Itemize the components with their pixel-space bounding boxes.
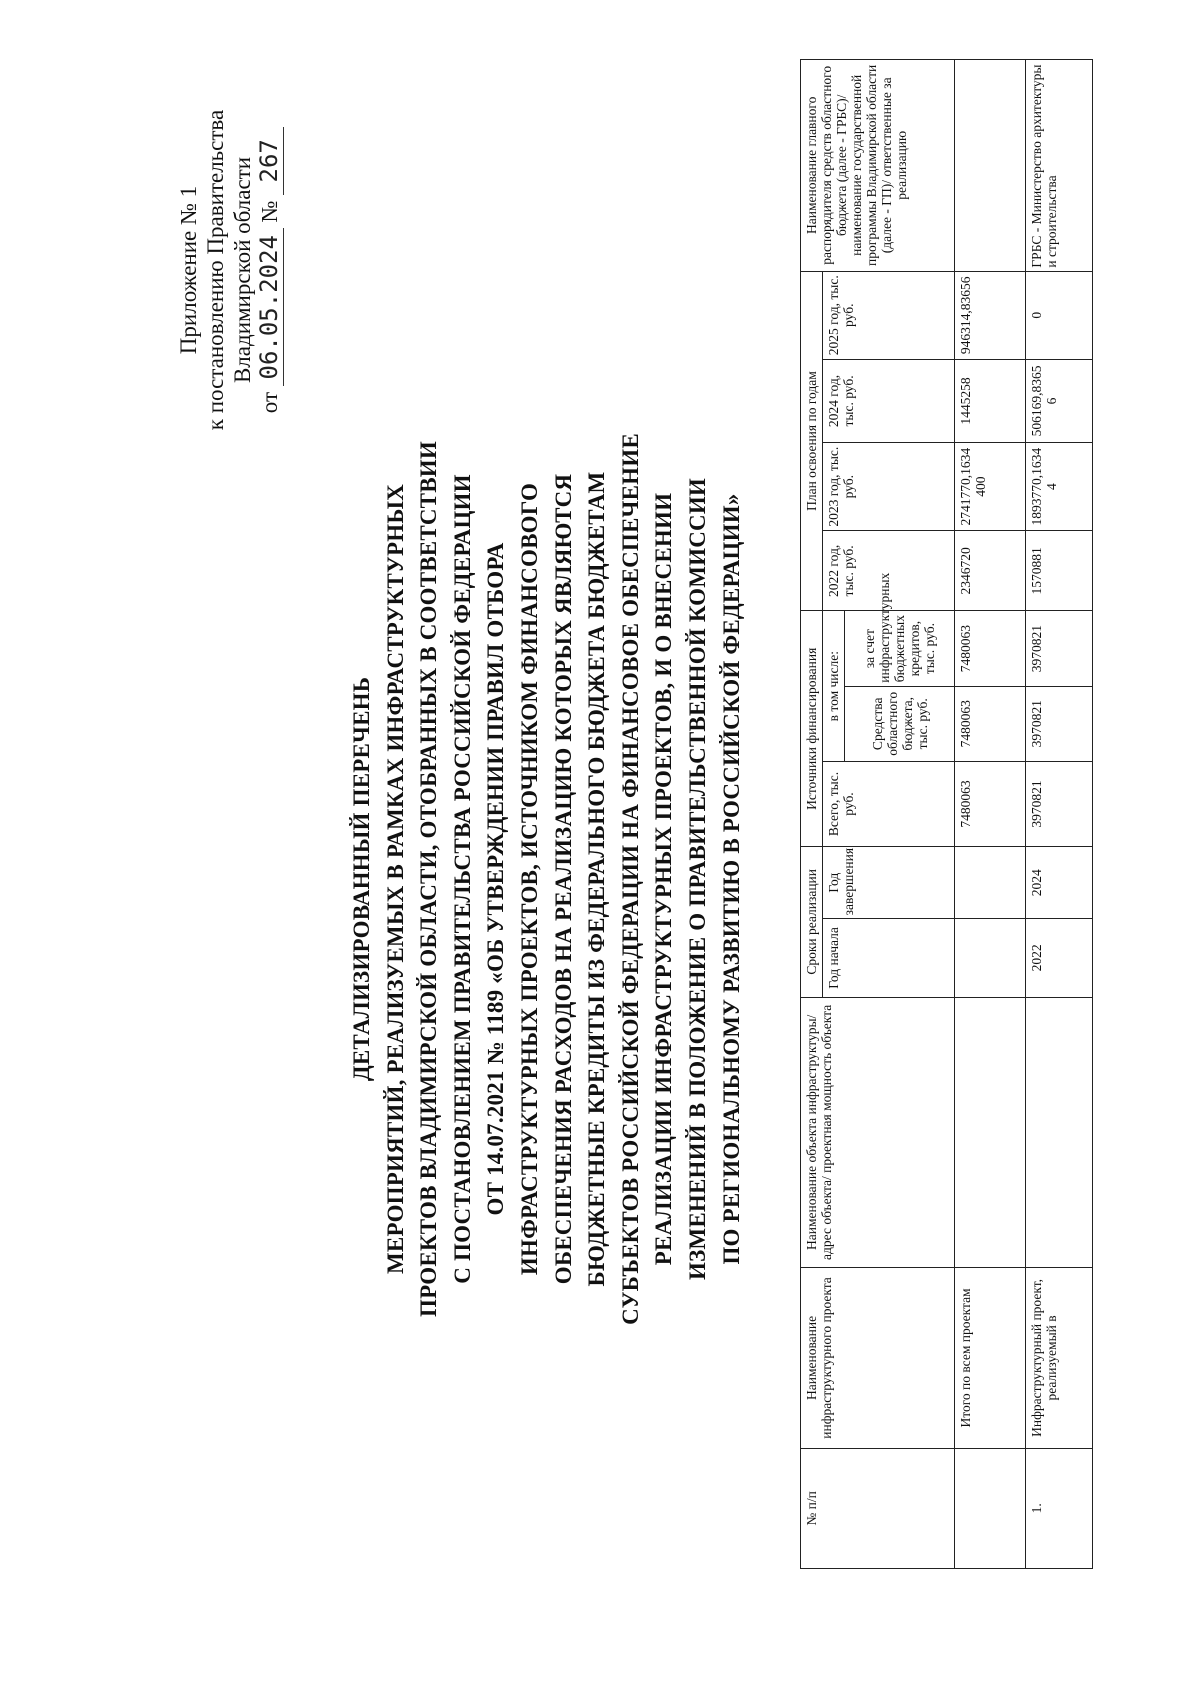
document-title [345, 259, 748, 1499]
cell-total: 3970821 [1026, 761, 1093, 846]
col-header-year-end: Год завершения [823, 847, 955, 919]
cell-object-name [1026, 997, 1093, 1268]
cell-year-end [955, 847, 1026, 919]
appendix-line-1: Приложение № 1 [176, 185, 201, 355]
col-header-infra-credits: за счет инфраструктурных бюджетных кредитов, тыс. руб. [845, 611, 955, 686]
cell-2022: 2346720 [955, 531, 1026, 611]
col-header-2023: 2023 год, тыс. руб. [823, 443, 955, 531]
col-header-2025: 2025 год, тыс. руб. [823, 271, 955, 359]
col-header-num: № п/п [801, 1448, 955, 1568]
title-line: ДЕТАЛИЗИРОВАННЫЙ ПЕРЕЧЕНЬ [349, 676, 374, 1082]
decree-number: 267 [256, 127, 284, 195]
cell-2023: 2741770,1634400 [955, 443, 1026, 531]
cell-2022: 1570881 [1026, 531, 1093, 611]
cell-year-start [955, 919, 1026, 997]
appendix-date-line [256, 60, 284, 480]
title-line: СУБЪЕКТОВ РОССИЙСКОЙ ФЕДЕРАЦИИ НА ФИНАНСОВОЕ ОБЕСПЕЧЕНИЕ [617, 433, 643, 1325]
cell-year-start: 2022 [1026, 919, 1093, 997]
number-label: № [257, 200, 282, 223]
table-row [1026, 60, 1093, 1569]
appendix-header [175, 60, 284, 480]
title-line: ИЗМЕНЕНИЙ В ПОЛОЖЕНИЕ О ПРАВИТЕЛЬСТВЕННОЙ КОМИССИИ [684, 477, 710, 1281]
title-line: ОТ 14.07.2021 № 1189 «ОБ УТВЕРЖДЕНИИ ПРАВИЛ ОТБОРА [483, 542, 509, 1216]
cell-project-name: Итого по всем проектам [955, 1268, 1026, 1448]
cell-year-end: 2024 [1026, 847, 1093, 919]
cell-num [955, 1448, 1026, 1568]
table-row-total [955, 60, 1026, 1569]
title-line: МЕРОПРИЯТИЙ, РЕАЛИЗУЕМЫХ В РАМКАХ ИНФРАСТРУКТУРНЫХ [382, 484, 408, 1274]
projects-table [800, 59, 1093, 1569]
cell-total: 7480063 [955, 761, 1026, 846]
title-line: ПРОЕКТОВ ВЛАДИМИРСКОЙ ОБЛАСТИ, ОТОБРАННЫХ В СООТВЕТСТВИИ [416, 441, 442, 1317]
title-line: БЮДЖЕТНЫЕ КРЕДИТЫ ИЗ ФЕДЕРАЛЬНОГО БЮДЖЕТА БЮДЖЕТАМ [584, 471, 610, 1287]
cell-regional-budget: 3970821 [1026, 686, 1093, 761]
decree-date: 06.05.2024 [256, 228, 284, 386]
col-header-2022: 2022 год, тыс. руб. [823, 531, 955, 611]
col-header-year-start: Год начала [823, 919, 955, 997]
cell-2024: 506169,83656 [1026, 359, 1093, 442]
col-header-2024: 2024 год, тыс. руб. [823, 359, 955, 442]
title-line: С ПОСТАНОВЛЕНИЕМ ПРАВИТЕЛЬСТВА РОССИЙСКОЙ ФЕДЕРАЦИИ [449, 474, 475, 1284]
cell-infra-credits: 7480063 [955, 611, 1026, 686]
col-header-total: Всего, тыс. руб. [823, 761, 955, 846]
col-header-terms: Сроки реализации [801, 847, 823, 997]
appendix-line-3: Владимирской области [230, 156, 255, 384]
header-row-groups [801, 60, 823, 1569]
from-label: от [257, 391, 282, 414]
cell-num: 1. [1026, 1448, 1093, 1568]
col-header-including: в том числе: [823, 611, 845, 761]
cell-2025: 0 [1026, 271, 1093, 359]
col-header-grbs: Наименование главного распорядителя средств областного бюджета (далее - ГРБС)/наименование государственной программы Владимирской области (далее - ГП)/ ответственные за реализацию [801, 60, 955, 272]
cell-object-name [955, 997, 1026, 1268]
title-line: РЕАЛИЗАЦИИ ИНФРАСТРУКТУРНЫХ ПРОЕКТОВ, И О ВНЕСЕНИИ [651, 492, 677, 1266]
cell-grbs: ГРБС - Министерство архитектуры и строительства [1026, 60, 1093, 272]
cell-infra-credits: 3970821 [1026, 611, 1093, 686]
cell-grbs [955, 60, 1026, 272]
col-header-object-name: Наименование объекта инфраструктуры/ адрес объекта/ проектная мощность объекта [801, 997, 955, 1268]
title-line: ОБЕСПЕЧЕНИЯ РАСХОДОВ НА РЕАЛИЗАЦИЮ КОТОРЫХ ЯВЛЯЮТСЯ [550, 473, 576, 1285]
cell-2024: 1445258 [955, 359, 1026, 442]
cell-2025: 946314,83656 [955, 271, 1026, 359]
title-line: ИНФРАСТРУКТУРНЫХ ПРОЕКТОВ, ИСТОЧНИКОМ ФИНАНСОВОГО [516, 482, 542, 1276]
cell-regional-budget: 7480063 [955, 686, 1026, 761]
col-header-project-name: Наименование инфраструктурного проекта [801, 1268, 955, 1448]
col-header-sources: Источники финансирования [801, 611, 823, 847]
col-header-plan: План освоения по годам [801, 271, 823, 611]
title-line: ПО РЕГИОНАЛЬНОМУ РАЗВИТИЮ В РОССИЙСКОЙ ФЕДЕРАЦИИ» [718, 493, 744, 1265]
col-header-regional-budget: Средства областного бюджета, тыс. руб. [845, 686, 955, 761]
appendix-line-2: к постановлению Правительства [203, 109, 228, 431]
cell-project-name: Инфраструктурный проект, реализуемый в [1026, 1268, 1093, 1448]
cell-2023: 1893770,16344 [1026, 443, 1093, 531]
